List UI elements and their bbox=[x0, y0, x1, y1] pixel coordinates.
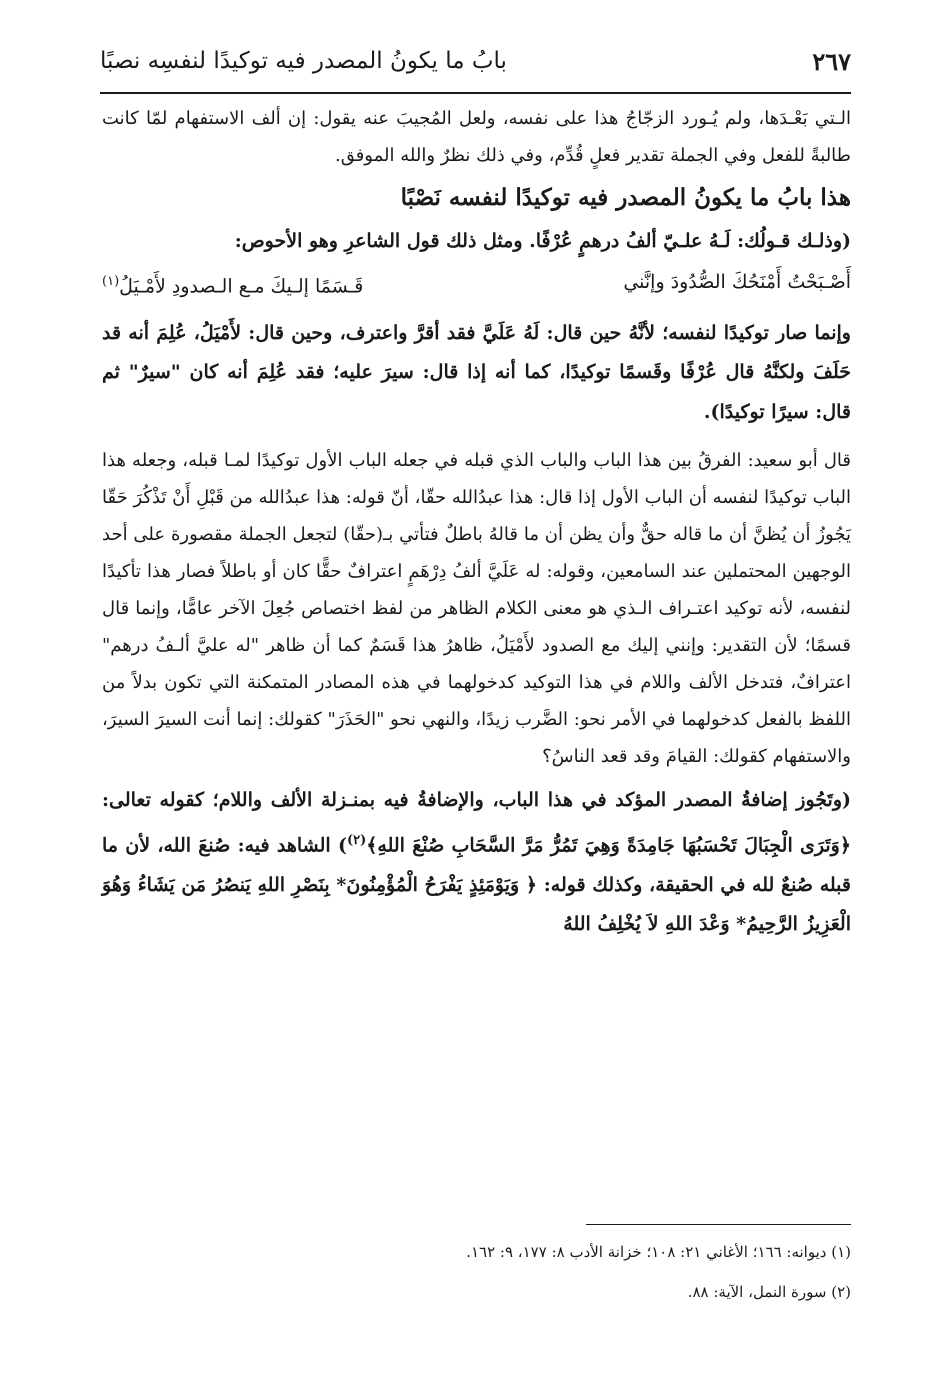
poetry-verse bbox=[102, 262, 851, 306]
running-title: بابُ ما يكونُ المصدر فيه توكيدًا لنفسِه نصبًا bbox=[100, 48, 507, 74]
footnote-item: (٢) سورة النمل، الآية: ٨٨. bbox=[687, 1283, 851, 1301]
paragraph-quran-example: (وتَجُوز إضافةُ المصدر المؤكد في هذا الباب، والإضافةُ فيه بمنـزلة الألف واللام؛ كقوله تعالى: ﴿وَتَرَى الْجِبَالَ تَحْسَبُهَا جَامِدَةً وَهِيَ تَمُرُّ مَرَّ السَّحَابِ صُنْعَ اللهِ﴾$^{(٢)}$) الشاهد فيه: صُنعَ الله، لأن ما قبله صُنعٌ لله في الحقيقة، وكذلك قوله: ﴿ وَيَوْمَئِذٍ يَفْرَحُ الْمُؤْمِنُونَ* بِنَصْرِ اللهِ يَنصُرُ مَن يَشَاءُ وَهُوَ الْعَزِيزُ الرَّحِيمُ* وَعْدَ اللهِ لاَ يُخْلِفُ اللهُ bbox=[102, 789, 851, 936]
footnotes bbox=[102, 1232, 851, 1312]
chapter-heading: هذا بابُ ما يكونُ المصدر فيه توكيدًا لنفسه نَصْبًا bbox=[400, 184, 851, 211]
footnote-divider bbox=[586, 1224, 851, 1225]
verse-second-hemistich: قَـسَمًا إلـيكَ مـع الـصدودِ لأَمْـيَلُ$^{(١)}$ bbox=[102, 273, 364, 297]
paragraph-continuation: الـتي بَعْـدَها، ولم يُـورد الزجّاجُ هذا على نفسه، ولعل المُجيبَ عنه يقول: إن ألف الاستفهام لمّا كانت طالبةً للفعل وفي الجملة تقدير فعلٍ قُدِّم، وفي ذلك نظرٌ والله الموفق. bbox=[102, 108, 851, 166]
verse-first-hemistich: أَصْـبَحْتُ أَمْنَحُكَ الصُّدُودَ وإنَّني bbox=[623, 270, 851, 293]
page-header bbox=[100, 36, 851, 86]
paragraph-explanation: وإنما صار توكيدًا لنفسه؛ لأنَّهُ حين قال: لَهُ عَلَيَّ فقد أقرَّ واعترف، وحين قال: لأَمْيَلُ، عُلِمَ أنه قد حَلَفَ ولكنَّهُ قال عُرْفًا وقَسمًا توكيدًا، كما أنه إذا قال: سيرَ عليه؛ فقد عُلِمَ أنه كان "سيرٌ" ثم قال: سيرًا توكيدًا). bbox=[102, 321, 851, 423]
main-text bbox=[102, 100, 851, 945]
header-divider bbox=[100, 92, 851, 94]
page-number: ٢٦٧ bbox=[812, 46, 851, 76]
footnote-marker: (٢) bbox=[346, 832, 367, 848]
paragraph-commentary: قال أبو سعيد: الفرقُ بين هذا الباب والباب الذي قبله في جعله الباب الأول توكيدًا لمـا قبله، وجعله هذا الباب توكيدًا لنفسه أن الباب الأول إذا قال: هذا عبدُالله حقّا، أنّ قوله: هذا عبدُالله من قَبْلِ أَنْ تَذْكُرَ حَقّا يَجُوزُ أن يُظنَّ أن ما قاله حقٌّ وأن يظن أن ما قالهُ باطلٌ فتأتي بـ(حقّا) لتجعل الجملة مقصورة على أحد الوجهين المحتملين عند السامعين، وقوله: له عَلَيَّ ألفُ دِرْهَمٍ اعترافٌ حقًّا كان أو باطلاً فصار هذا تأكيدًا لنفسه، لأنه توكيد اعتـراف الـذي هو معنى الكلام الظاهر من لفظ اختصاص جُعِلَ الآخر عامًّا، وإنما قال قسمًا؛ لأن التقدير: وإنني إليك مع الصدود لأَمْيَلُ، ظاهرُ هذا قَسَمٌ كما أن ظاهر "له عليَّ ألـفُ درهم" اعترافٌ، فتدخل الألف واللام في هذا التوكيد كدخولهما في هذه المصادر المتمكنة التي تكون بدلاً من اللفظ بالفعل كدخولهما في الأمر نحو: الضَّرب زيدًا، والنهي نحو "الحَذَرَ" كقولك: إنما أنت السيرَ السيرَ، والاستفهام كقولك: القيامَ وقد قعد الناسُ؟ bbox=[102, 450, 851, 768]
paragraph-text-quote: (وذلـك قـولُك: لَـهُ علـيّ ألفُ درهمٍ عُرْفًا. ومثل ذلك قول الشاعرِ وهو الأحوص: bbox=[234, 230, 851, 252]
footnote-item: (١) ديوانه: ١٦٦؛ الأغاني ٢١: ١٠٨؛ خزانة الأدب ٨: ١٧٧، ٩: ١٦٢. bbox=[466, 1243, 851, 1261]
footnote-marker: (١) bbox=[102, 273, 120, 289]
